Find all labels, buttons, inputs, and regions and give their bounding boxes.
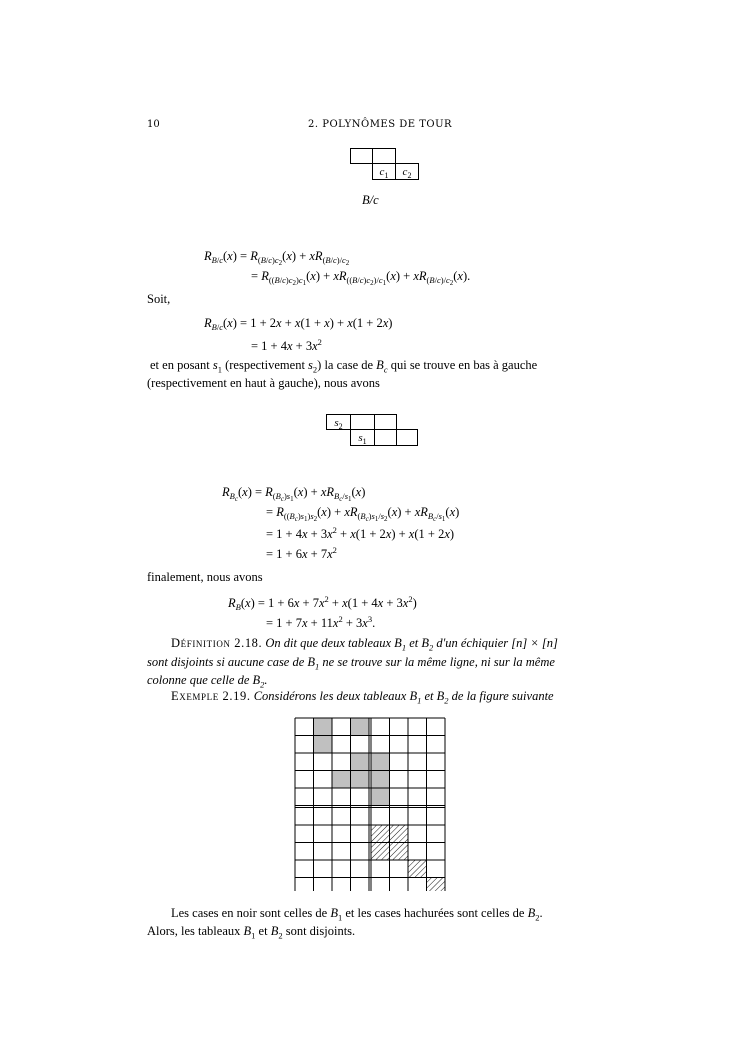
board-cell: [350, 414, 375, 430]
b2-cell: [427, 878, 446, 892]
board-cell: [372, 148, 396, 164]
b2-cell: [390, 843, 409, 861]
exemple-label: Exemple 2.19.: [171, 689, 251, 703]
equation-line: $R_{B/c}(x) = R_{(B/c)c_2}(x) + xR_{(B/c)/c_2}$: [204, 249, 350, 267]
b1-cell: [314, 736, 333, 754]
cell-s1: $s_1$: [350, 429, 375, 446]
equation-line: $R_B(x) = 1 + 6x + 7x^2 + x(1 + 4x + 3x^2)$: [228, 594, 417, 612]
equation-line: = $1 + 7x + 11x^2 + 3x^3$.: [266, 614, 376, 630]
b2-cell: [390, 825, 409, 843]
cell-s2: $s_2$: [326, 414, 351, 430]
equation-line: = $1 + 4x + 3x^2 + x(1 + 2x) + x(1 + 2x)$: [266, 525, 455, 541]
definition-line: sont disjoints si aucune case de $B_1$ ne se trouve sur la même ligne, ni sur la même: [147, 655, 555, 672]
conclusion-line: Les cases en noir sont celles de $B_1$ et les cases hachurées sont celles de $B_2$.: [171, 906, 543, 923]
paragraph-line: et en posant $s_1$ (respectivement $s_2$) la case de $B_c$ qui se trouve en bas à gauche: [150, 358, 538, 375]
exemple-line: Exemple 2.19. Considérons les deux tableaux $B_1$ et $B_2$ de la figure suivante: [171, 689, 554, 706]
paragraph-line: (respectivement en haut à gauche), nous avons: [147, 376, 380, 390]
soit-text: Soit,: [147, 292, 171, 306]
b1-cell: [332, 771, 351, 789]
conclusion-line: Alors, les tableaux $B_1$ et $B_2$ sont disjoints.: [147, 924, 356, 941]
equation-line: = $R_{((B/c)c_2)c_1}(x) + xR_{((B/c)c_2)/c_1}(x) + xR_{(B/c)/c_2}(x)$.: [251, 269, 471, 287]
b1-cell: [314, 718, 333, 736]
cell-c1: $c_1$: [372, 163, 396, 180]
b1-cell: [371, 788, 390, 806]
finalement-text: finalement, nous avons: [147, 570, 263, 584]
page-number: 10: [147, 119, 160, 130]
board-cell: [374, 414, 397, 430]
equation-line: $R_{B_c}(x) = R_{(B_c)s_1}(x) + xR_{B_c/s_1}(x)$: [222, 485, 366, 503]
board-cell: [350, 148, 373, 164]
equation-line: = $1 + 6x + 7x^2$: [266, 545, 337, 561]
chessboard-figure: [293, 716, 453, 891]
b2-cell: [371, 843, 390, 861]
figure-caption: B/c: [362, 193, 379, 207]
b1-cell: [351, 753, 370, 771]
b1-cell: [351, 771, 370, 789]
equation-line: = $R_{((B_c)s_1)s_2}(x) + xR_{(B_c)s_1/s_2}(x) + xR_{B_c/s_1}(x)$: [266, 505, 460, 523]
b1-cell: [351, 718, 370, 736]
equation-line: = $1 + 4x + 3x^2$: [251, 337, 322, 353]
board-cell: [374, 429, 397, 446]
b1-cell: [371, 771, 390, 789]
definition-label: Définition 2.18.: [171, 636, 263, 650]
board-cell: [396, 429, 418, 446]
b2-cell: [408, 860, 427, 878]
cell-c2: $c_2$: [395, 163, 419, 180]
b1-cell: [371, 753, 390, 771]
definition-line: Définition 2.18. On dit que deux tableaux $B_1$ et $B_2$ d'un échiquier [n] × [n]: [171, 636, 558, 653]
definition-line: colonne que celle de $B_2$.: [147, 673, 268, 690]
equation-line: $R_{B/c}(x) = 1 + 2x + x(1 + x) + x(1 + 2x)$: [204, 316, 393, 332]
running-title: 2. POLYNÔMES DE TOUR: [308, 119, 453, 130]
b2-cell: [371, 825, 390, 843]
